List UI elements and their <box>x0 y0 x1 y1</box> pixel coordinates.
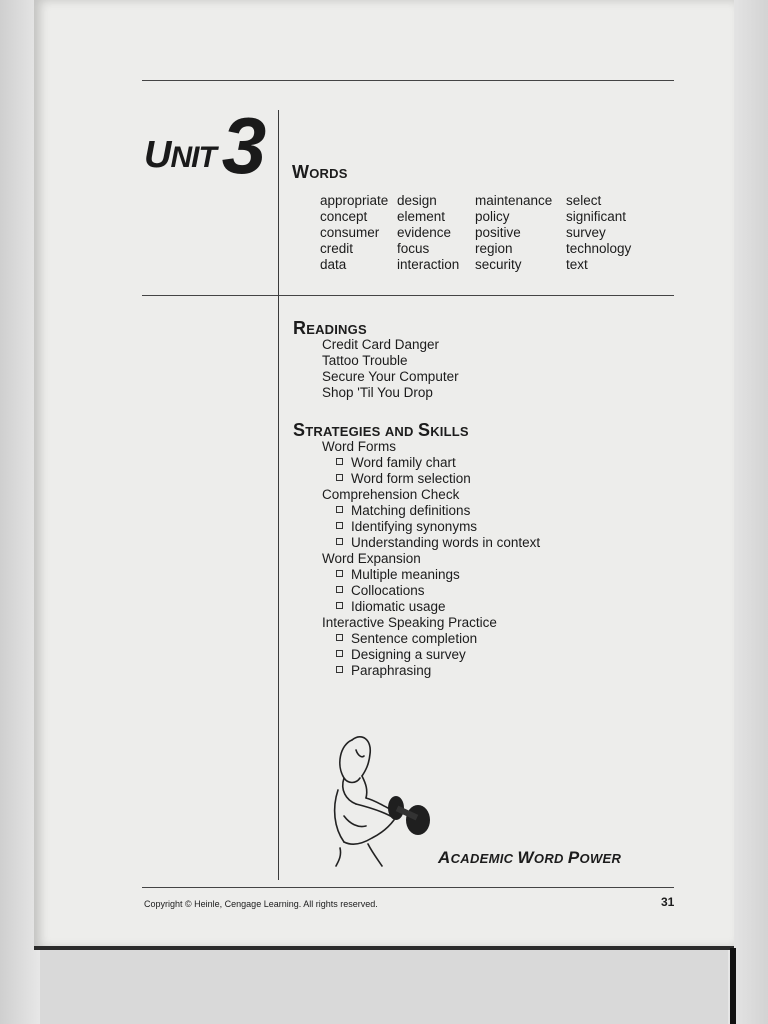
strategy-item <box>322 567 540 583</box>
strategy-group-title: Comprehension Check <box>322 487 460 502</box>
unit-number: 3 <box>221 101 267 190</box>
strategy-item-label: Word form selection <box>351 471 471 486</box>
page-number: 31 <box>661 895 675 909</box>
page-right-bar <box>730 948 736 1024</box>
word-column-1 <box>320 193 388 273</box>
vocab-word: element <box>397 209 446 224</box>
strategy-item <box>322 631 540 647</box>
strategy-item-label: Identifying synonyms <box>351 519 478 534</box>
vertical-divider <box>278 110 279 880</box>
strategy-group-title: Interactive Speaking Practice <box>322 615 497 630</box>
reading-item: Tattoo Trouble <box>322 353 408 368</box>
strategy-item-label: Multiple meanings <box>351 567 460 582</box>
vocab-word: appropriate <box>320 193 389 208</box>
strategy-item-label: Designing a survey <box>351 647 466 662</box>
strategy-item-label: Understanding words in context <box>351 535 541 550</box>
strategy-group-title: Word Expansion <box>322 551 421 566</box>
readings-list <box>322 337 459 401</box>
words-heading: WORDS <box>292 162 348 182</box>
reading-item: Credit Card Danger <box>322 337 440 352</box>
strategy-item <box>322 455 540 471</box>
page-right-edge <box>728 0 768 1024</box>
vocab-word: survey <box>566 225 606 240</box>
strategy-item-label: Paraphrasing <box>351 663 432 678</box>
strategy-item-label: Idiomatic usage <box>351 599 446 614</box>
vocab-word: text <box>566 257 588 272</box>
strategy-item-label: Matching definitions <box>351 503 471 518</box>
readings-heading: READINGS <box>293 318 367 338</box>
series-brand: ACADEMIC WORD POWER <box>438 848 622 867</box>
word-column-3 <box>475 193 552 273</box>
vocab-word: select <box>566 193 602 208</box>
strategy-item <box>322 535 540 551</box>
vocab-word: region <box>475 241 513 256</box>
vocab-word: credit <box>320 241 354 256</box>
strategy-item-label: Collocations <box>351 583 425 598</box>
reading-item: Shop 'Til You Drop <box>322 385 433 400</box>
vocab-word: data <box>320 257 347 272</box>
vocab-word: interaction <box>397 257 460 272</box>
strategy-item <box>322 503 540 519</box>
vocab-word: policy <box>475 209 510 224</box>
top-rule <box>142 80 674 81</box>
strategy-item <box>322 583 540 599</box>
vocab-word: evidence <box>397 225 452 240</box>
copyright-notice: Copyright © Heinle, Cengage Learning. All rights reserved. <box>144 899 378 909</box>
bottom-rule <box>142 887 674 888</box>
vocab-word: design <box>397 193 437 208</box>
unit-title <box>144 101 267 190</box>
vocab-word: consumer <box>320 225 380 240</box>
strategies-list <box>322 439 540 679</box>
vocab-word: significant <box>566 209 627 224</box>
word-column-2 <box>397 193 459 273</box>
vocab-word: technology <box>566 241 632 256</box>
unit-word: UNIT <box>144 134 216 176</box>
middle-rule <box>142 295 674 296</box>
vocab-word: concept <box>320 209 368 224</box>
reading-item: Secure Your Computer <box>322 369 459 384</box>
strategy-item <box>322 599 540 615</box>
strategies-heading: STRATEGIES AND SKILLS <box>293 420 469 440</box>
word-column-4 <box>566 193 631 273</box>
strategy-item <box>322 471 540 487</box>
strategy-item <box>322 647 540 663</box>
strategy-item <box>322 663 540 679</box>
strategy-item-label: Word family chart <box>351 455 456 470</box>
vocab-word: positive <box>475 225 521 240</box>
vocab-word: focus <box>397 241 430 256</box>
strategy-group-title: Word Forms <box>322 439 397 454</box>
page-bottom-edge <box>34 946 734 950</box>
vocab-word: security <box>475 257 522 272</box>
strategy-item <box>322 519 540 535</box>
weightlifter-illustration <box>322 720 442 870</box>
strategy-item-label: Sentence completion <box>351 631 478 646</box>
vocab-word: maintenance <box>475 193 553 208</box>
